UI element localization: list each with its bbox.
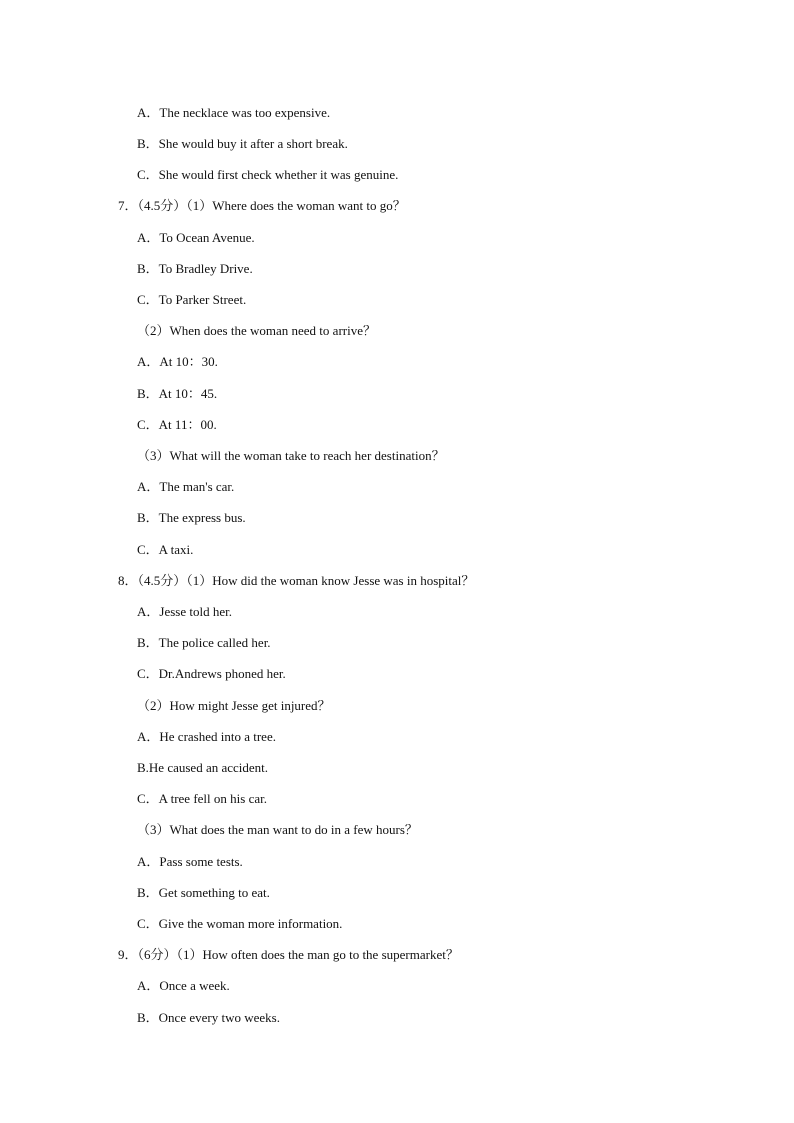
option-8-1-a: A．Jesse told her. bbox=[137, 604, 232, 619]
question-8-2: （2）How might Jesse get injured？ bbox=[137, 698, 331, 713]
option-8-2-a: A．He crashed into a tree. bbox=[137, 729, 276, 744]
question-8-3: （3）What does the man want to do in a few hours？ bbox=[137, 822, 418, 837]
option-8-1-b: B．The police called her. bbox=[137, 635, 271, 650]
option-8-3-b: B．Get something to eat. bbox=[137, 885, 270, 900]
option-8-3-c: C．Give the woman more information. bbox=[137, 916, 343, 931]
option-9-1-a: A．Once a week. bbox=[137, 978, 230, 993]
question-7-1: 7．（4.5分）（1）Where does the woman want to go？ bbox=[118, 198, 406, 213]
option-7-3-a: A．The man's car. bbox=[137, 479, 235, 494]
question-8-1: 8．（4.5分）（1）How did the woman know Jesse was in hospital？ bbox=[118, 573, 475, 588]
option-7-2-b: B．At 10：45. bbox=[137, 386, 218, 401]
option-7-2-c: C．At 11：00. bbox=[137, 417, 217, 432]
option-6-a: A．The necklace was too expensive. bbox=[137, 105, 331, 120]
question-7-3: （3）What will the woman take to reach her destination？ bbox=[137, 448, 445, 463]
option-7-1-b: B．To Bradley Drive. bbox=[137, 261, 253, 276]
option-8-2-b: B.He caused an accident. bbox=[137, 760, 269, 775]
option-7-1-c: C．To Parker Street. bbox=[137, 292, 247, 307]
question-9-1: 9．（6分）（1）How often does the man go to the supermarket？ bbox=[118, 947, 459, 962]
option-8-1-c: C．Dr.Andrews phoned her. bbox=[137, 666, 286, 681]
option-7-3-c: C．A taxi. bbox=[137, 542, 194, 557]
question-7-2: （2）When does the woman need to arrive？ bbox=[137, 323, 376, 338]
option-8-2-c: C．A tree fell on his car. bbox=[137, 791, 267, 806]
option-7-2-a: A．At 10：30. bbox=[137, 354, 218, 369]
option-7-3-b: B．The express bus. bbox=[137, 510, 246, 525]
option-8-3-a: A．Pass some tests. bbox=[137, 854, 243, 869]
option-6-b: B．She would buy it after a short break. bbox=[137, 136, 348, 151]
option-6-c: C．She would first check whether it was genuine. bbox=[137, 167, 399, 182]
option-7-1-a: A．To Ocean Avenue. bbox=[137, 230, 255, 245]
option-9-1-b: B．Once every two weeks. bbox=[137, 1010, 280, 1025]
